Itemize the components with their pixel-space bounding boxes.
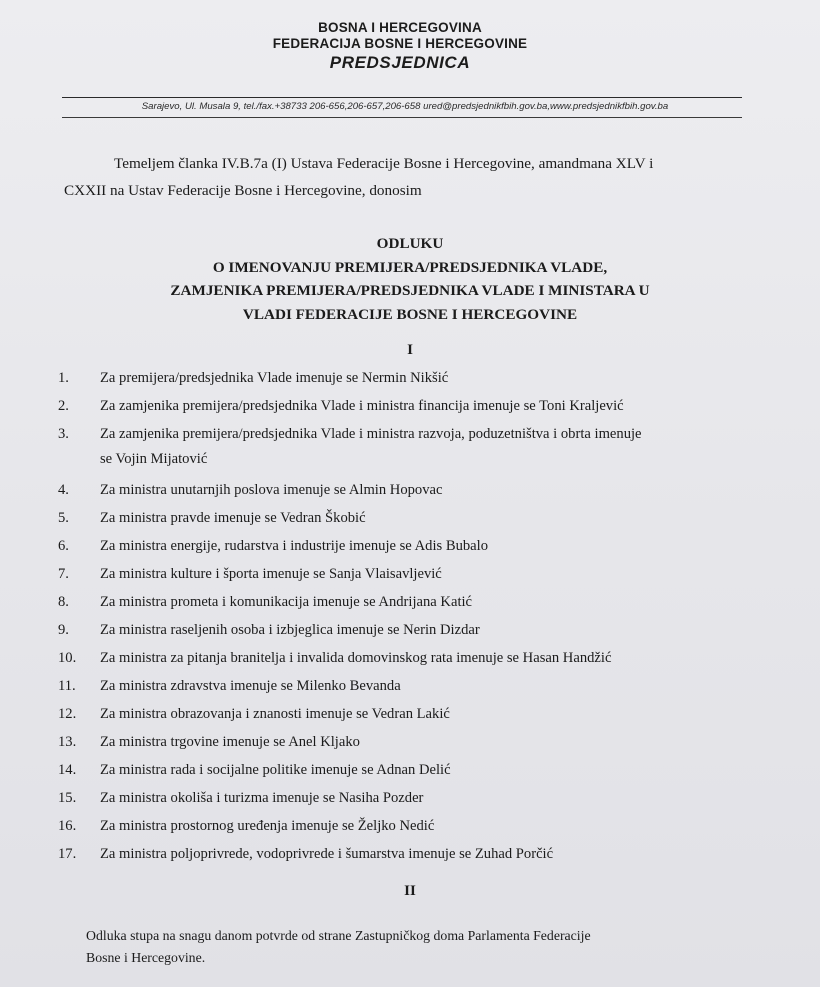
section-numeral-2: II: [404, 883, 416, 899]
title-line-4: VLADI FEDERACIJE BOSNE I HERCEGOVINE: [242, 305, 578, 323]
list-item: [58, 398, 758, 415]
list-item-line: Za ministra poljoprivrede, vodoprivrede i šumarstva imenuje se Zuhad Porčić: [100, 846, 554, 862]
list-item-line: Za ministra energije, rudarstva i industrije imenuje se Adis Bubalo: [100, 538, 489, 554]
list-item-number: 3.: [58, 426, 69, 442]
list-item-text: [100, 818, 758, 835]
preamble: [64, 150, 754, 204]
list-item-number: 14.: [58, 762, 77, 778]
closing-line-2: Bosne i Hercegovine.: [86, 950, 206, 965]
letterhead: [0, 20, 800, 74]
decision-title: [0, 232, 820, 326]
list-item-line: Za zamjenika premijera/predsjednika Vlade i ministra razvoja, poduzetništva i obrta imenuje: [100, 426, 642, 442]
title-line-1: ODLUKU: [376, 235, 444, 252]
list-item-number: 15.: [58, 790, 77, 806]
preamble-line-1: Temeljem članka IV.B.7a (I) Ustava Federacije Bosne i Hercegovine, amandmana XLV i: [114, 155, 654, 172]
list-item-line: Za ministra okoliša i turizma imenuje se Nasiha Pozder: [100, 790, 424, 806]
list-item: [58, 790, 758, 807]
list-item-line: Za ministra zdravstva imenuje se Milenko Bevanda: [100, 678, 401, 694]
list-item: [58, 706, 758, 723]
list-item-text: [100, 846, 758, 863]
list-item-line: Za ministra kulture i športa imenuje se Sanja Vlaisavljević: [100, 566, 442, 582]
list-item-continuation: se Vojin Mijatović: [100, 451, 208, 467]
list-item-text: [100, 678, 758, 695]
list-item-number: 9.: [58, 622, 69, 638]
list-item-text: [100, 622, 758, 639]
list-item: [58, 622, 758, 639]
list-item-line: Za ministra pravde imenuje se Vedran Škobić: [100, 510, 366, 526]
list-item: [58, 510, 758, 527]
list-item-number: 6.: [58, 538, 69, 554]
list-item: [58, 846, 758, 863]
list-item: [58, 426, 758, 468]
list-item: [58, 762, 758, 779]
list-item: [58, 678, 758, 695]
list-item-text: [100, 426, 758, 468]
list-item-number: 16.: [58, 818, 77, 834]
list-item: [58, 370, 758, 387]
list-item-text: [100, 594, 758, 611]
list-item-line: Za ministra prometa i komunikacija imenuje se Andrijana Katić: [100, 594, 473, 610]
list-item-text: [100, 762, 758, 779]
list-item-number: 12.: [58, 706, 77, 722]
list-item-text: [100, 790, 758, 807]
list-item-number: 13.: [58, 734, 77, 750]
list-item: [58, 538, 758, 555]
list-item: [58, 566, 758, 583]
list-item-number: 7.: [58, 566, 69, 582]
list-item: [58, 482, 758, 499]
list-item-number: 2.: [58, 398, 69, 414]
letterhead-divider-bottom: [62, 117, 742, 118]
list-item: [58, 650, 758, 667]
list-item-line: Za ministra trgovine imenuje se Anel Kljako: [100, 734, 360, 750]
preamble-line-2: CXXII na Ustav Federacije Bosne i Hercegovine, donosim: [64, 182, 422, 199]
list-item-number: 10.: [58, 650, 77, 666]
letterhead-divider-top: [62, 97, 742, 98]
list-item-number: 1.: [58, 370, 69, 386]
list-item-text: [100, 706, 758, 723]
letterhead-address: Sarajevo, Ul. Musala 9, tel./fax.+38733 206-656,206-657,206-658 ured@predsjednikfbih.gov.ba,www.predsjednikfbih.gov.ba: [141, 101, 669, 112]
list-item: [58, 594, 758, 611]
list-item-line: Za ministra obrazovanja i znanosti imenuje se Vedran Lakić: [100, 706, 450, 722]
list-item-number: 5.: [58, 510, 69, 526]
list-item: [58, 818, 758, 835]
list-item-text: [100, 398, 758, 415]
list-item-text: [100, 510, 758, 527]
list-item: [58, 734, 758, 751]
list-item-number: 8.: [58, 594, 69, 610]
list-item-number: 4.: [58, 482, 69, 498]
list-item-line: Za ministra unutarnjih poslova imenuje se Almin Hopovac: [100, 482, 443, 498]
list-item-line: Za ministra raseljenih osoba i izbjeglica imenuje se Nerin Dizdar: [100, 622, 480, 638]
list-item-line: Za ministra za pitanja branitelja i invalida domovinskog rata imenuje se Hasan Handžić: [100, 650, 612, 666]
list-item-line: Za zamjenika premijera/predsjednika Vlade i ministra financija imenuje se Toni Kraljević: [100, 398, 624, 414]
list-item-number: 17.: [58, 846, 77, 862]
closing-paragraph: [86, 925, 726, 969]
list-item-line: Za premijera/predsjednika Vlade imenuje se Nermin Nikšić: [100, 370, 449, 386]
title-line-3: ZAMJENIKA PREMIJERA/PREDSJEDNIKA VLADE I MINISTARA U: [170, 282, 650, 299]
letterhead-office: PREDSJEDNICA: [329, 53, 471, 72]
list-item-text: [100, 650, 758, 667]
list-item-line: Za ministra rada i socijalne politike imenuje se Adnan Delić: [100, 762, 451, 778]
list-item-line: Za ministra prostornog uređenja imenuje se Željko Nedić: [100, 818, 435, 834]
list-item-text: [100, 538, 758, 555]
closing-line-1: Odluka stupa na snagu danom potvrde od strane Zastupničkog doma Parlamenta Federacije: [86, 928, 591, 943]
letterhead-country: BOSNA I HERCEGOVINA: [318, 20, 482, 35]
list-item-text: [100, 370, 758, 387]
list-item-text: [100, 734, 758, 751]
list-item-number: 11.: [58, 678, 76, 694]
section-numeral-1: I: [407, 342, 413, 358]
list-item-text: [100, 566, 758, 583]
letterhead-federation: FEDERACIJA BOSNE I HERCEGOVINE: [272, 36, 528, 51]
list-item-text: [100, 482, 758, 499]
title-line-2: O IMENOVANJU PREMIJERA/PREDSJEDNIKA VLADE,: [212, 258, 608, 276]
